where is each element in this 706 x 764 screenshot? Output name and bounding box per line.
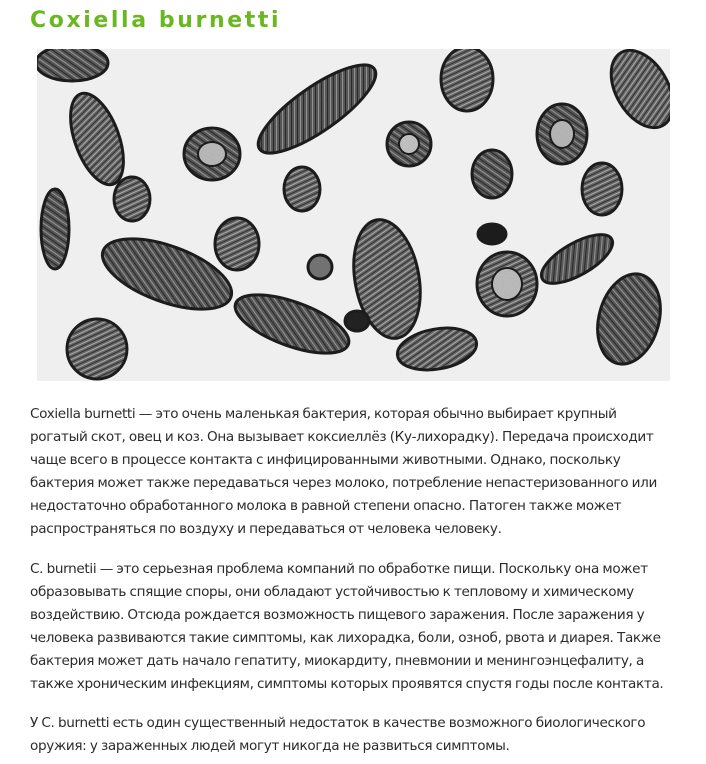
article-paragraph-2	[30, 558, 702, 696]
paragraph-line: У C. burnetti есть один существенный недостаток в качестве возможного биологического	[30, 715, 646, 731]
paragraph-line: Coxiella burnetti — это очень маленькая бактерия, которая обычно выбирает крупный	[30, 406, 617, 422]
micrograph-image	[37, 49, 670, 381]
article-paragraph-1	[30, 403, 702, 541]
paragraph-line: чаще всего в процессе контакта с инфицированными животными. Однако, поскольку	[30, 452, 621, 468]
paragraph-line: бактерия может дать начало гепатиту, миокардиту, пневмонии и менингоэнцефалиту, а	[30, 653, 644, 669]
paragraph-line: оружия: у зараженных людей могут никогда не развиться симптомы.	[30, 738, 510, 754]
paragraph-line: также хроническим инфекциям, симптомы которых проявятся спустя годы после контакта.	[30, 676, 664, 692]
paragraph-line: недостаточно обработанного молока в равной степени опасно. Патоген также может	[30, 498, 622, 514]
article-paragraph-3	[30, 712, 702, 758]
paragraph-line: человека развиваются такие симптомы, как лихорадка, боли, озноб, рвота и диарея. Также	[30, 630, 661, 646]
bacteria-micrograph-figure	[37, 49, 670, 381]
paragraph-line: образовывать спящие споры, они обладают устойчивостью к тепловому и химическому	[30, 584, 634, 600]
paragraph-line: C. burnetii — это серьезная проблема компаний по обработке пищи. Поскольку она может	[30, 561, 648, 577]
paragraph-line: бактерия может также передаваться через молоко, потребление непастеризованного или	[30, 475, 657, 491]
article-title: Coxiella burnetti	[30, 8, 282, 33]
paragraph-line: распространяться по воздуху и передаваться от человека человеку.	[30, 521, 502, 537]
paragraph-line: воздействию. Отсюда рождается возможность пищевого заражения. После заражения у	[30, 607, 645, 623]
paragraph-line: рогатый скот, овец и коз. Она вызывает коксиеллёз (Ку-лихорадку). Передача происходит	[30, 429, 654, 445]
